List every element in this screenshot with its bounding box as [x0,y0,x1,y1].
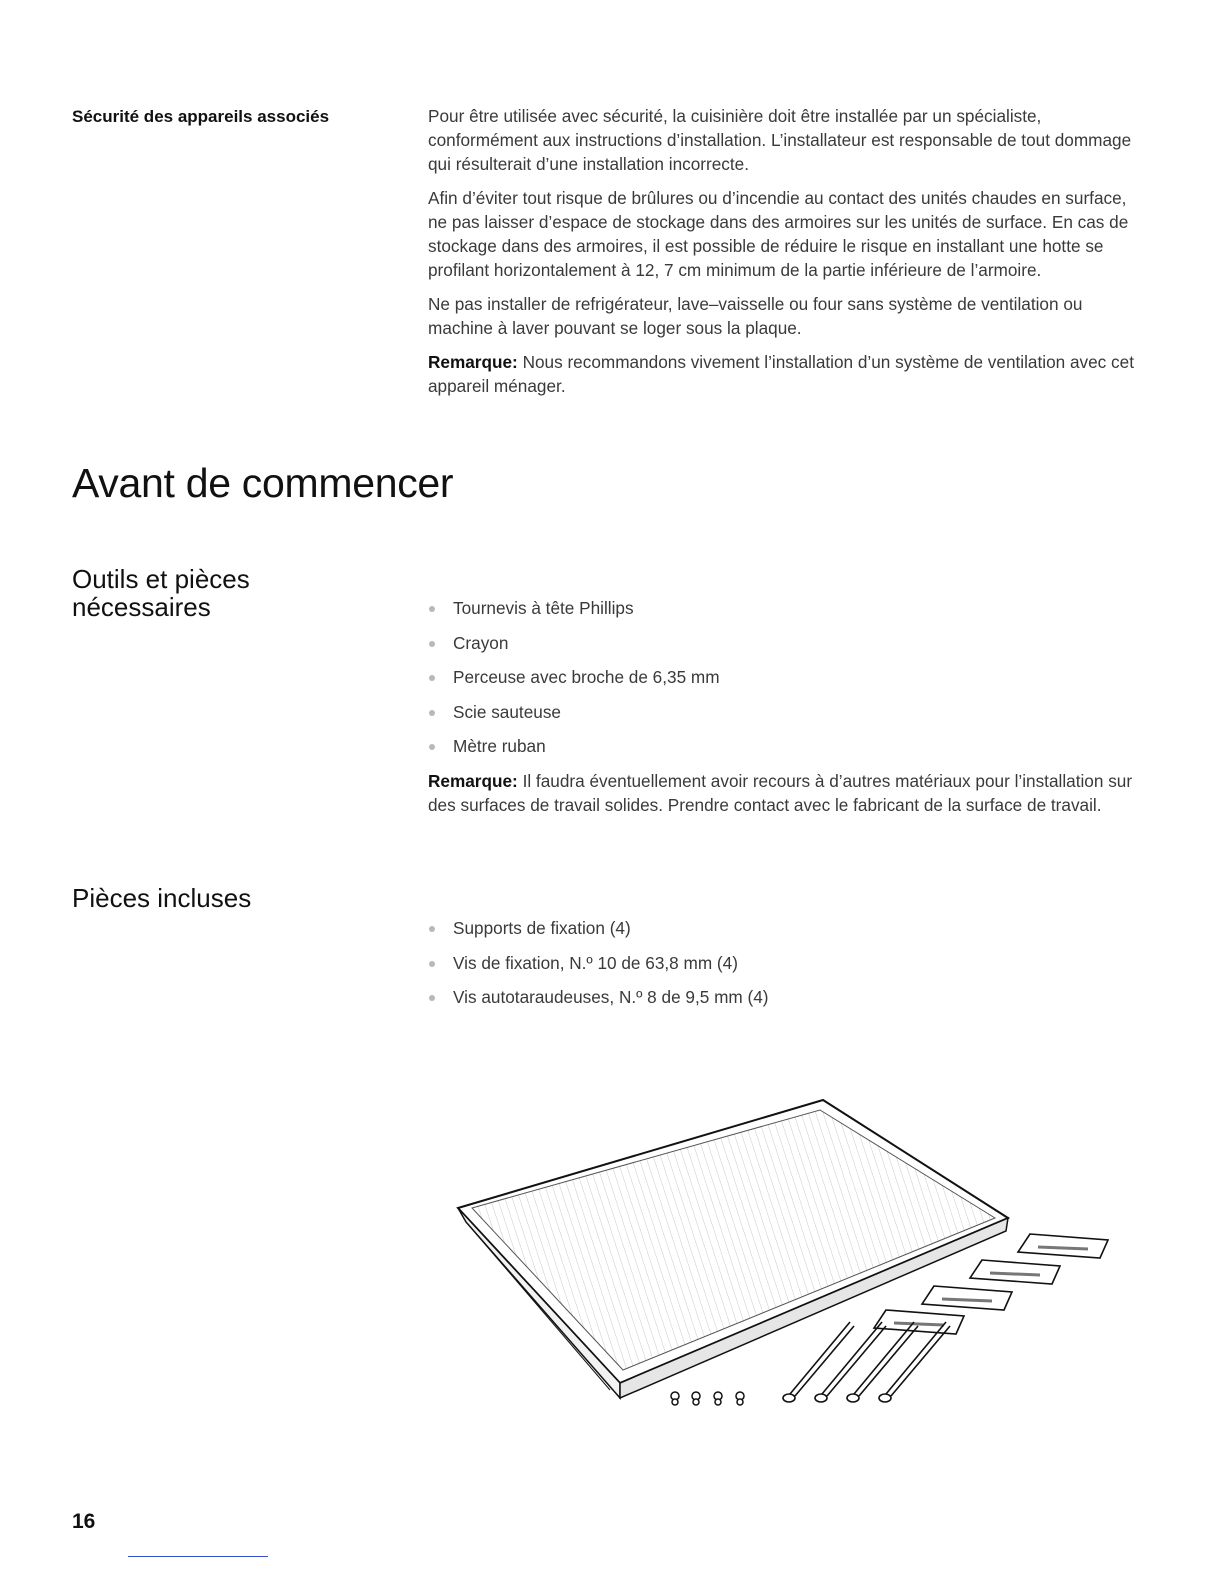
page-number: 16 [72,1510,96,1533]
list-item: Crayon [428,631,1144,666]
list-item: Perceuse avec broche de 6,35 mm [428,665,1144,700]
included-body [428,916,1144,1020]
tools-note [428,769,1144,817]
safety-note [428,350,1144,398]
cooktop-parts-illustration [440,1090,1140,1430]
section-title: Avant de commencer [72,460,454,506]
tools-note-text: Il faudra éventuellement avoir recours à d’autres matériaux pour l’installation sur des surfaces de travail solides. Prendre contact avec le fabricant de la surface de travail. [428,770,1133,815]
footer-divider [128,1556,268,1557]
safety-paragraph: Afin d’éviter tout risque de brûlures ou d’incendie au contact des unités chaudes en surface, ne pas laisser d’espace de stockage dans des armoires sur les unités de surface. En cas de stockage dans des armoires, il est possible de réduire le risque en installant une hotte se profilant horizontalement à 12, 7 cm minimum de la partie inférieure de l’armoire. [428,188,1129,280]
self-tapping-screw-icon [671,1392,744,1405]
tools-body [428,596,1144,827]
safety-paragraph: Pour être utilisée avec sécurité, la cuisinière doit être installée par un spécialiste, conformément aux instructions d’installation. L’installateur est responsable de tout dommage qui résulterait d’une installation incorrecte. [428,106,1132,174]
tools-heading [72,565,250,621]
tools-heading-line2: nécessaires [72,592,211,622]
list-item: Supports de fixation (4) [428,916,1144,951]
tools-note-label: Remarque: [428,770,518,791]
list-item: Scie sauteuse [428,700,1144,735]
list-item: Tournevis à tête Phillips [428,596,1144,631]
fixing-screw-icon [783,1322,950,1402]
safety-paragraph: Ne pas installer de refrigérateur, lave–vaisselle ou four sans système de ventilation ou machine à laver pouvant se loger sous la plaque. [428,294,1083,338]
included-heading: Pièces incluses [72,883,252,913]
safety-body [428,104,1144,408]
list-item: Vis autotaraudeuses, N.º 8 de 9,5 mm (4) [428,985,1144,1020]
tools-heading-line1: Outils et pièces [72,564,250,594]
list-item: Vis de fixation, N.º 10 de 63,8 mm (4) [428,951,1144,986]
list-item: Mètre ruban [428,734,1144,769]
included-list [428,916,1144,1020]
safety-heading: Sécurité des appareils associés [72,107,330,126]
cooktop-icon [458,1100,1008,1398]
tools-list [428,596,1144,769]
safety-note-text: Nous recommandons vivement l’installation d’un système de ventilation avec cet appareil ménager. [428,352,1134,396]
safety-note-label: Remarque: [428,352,518,372]
